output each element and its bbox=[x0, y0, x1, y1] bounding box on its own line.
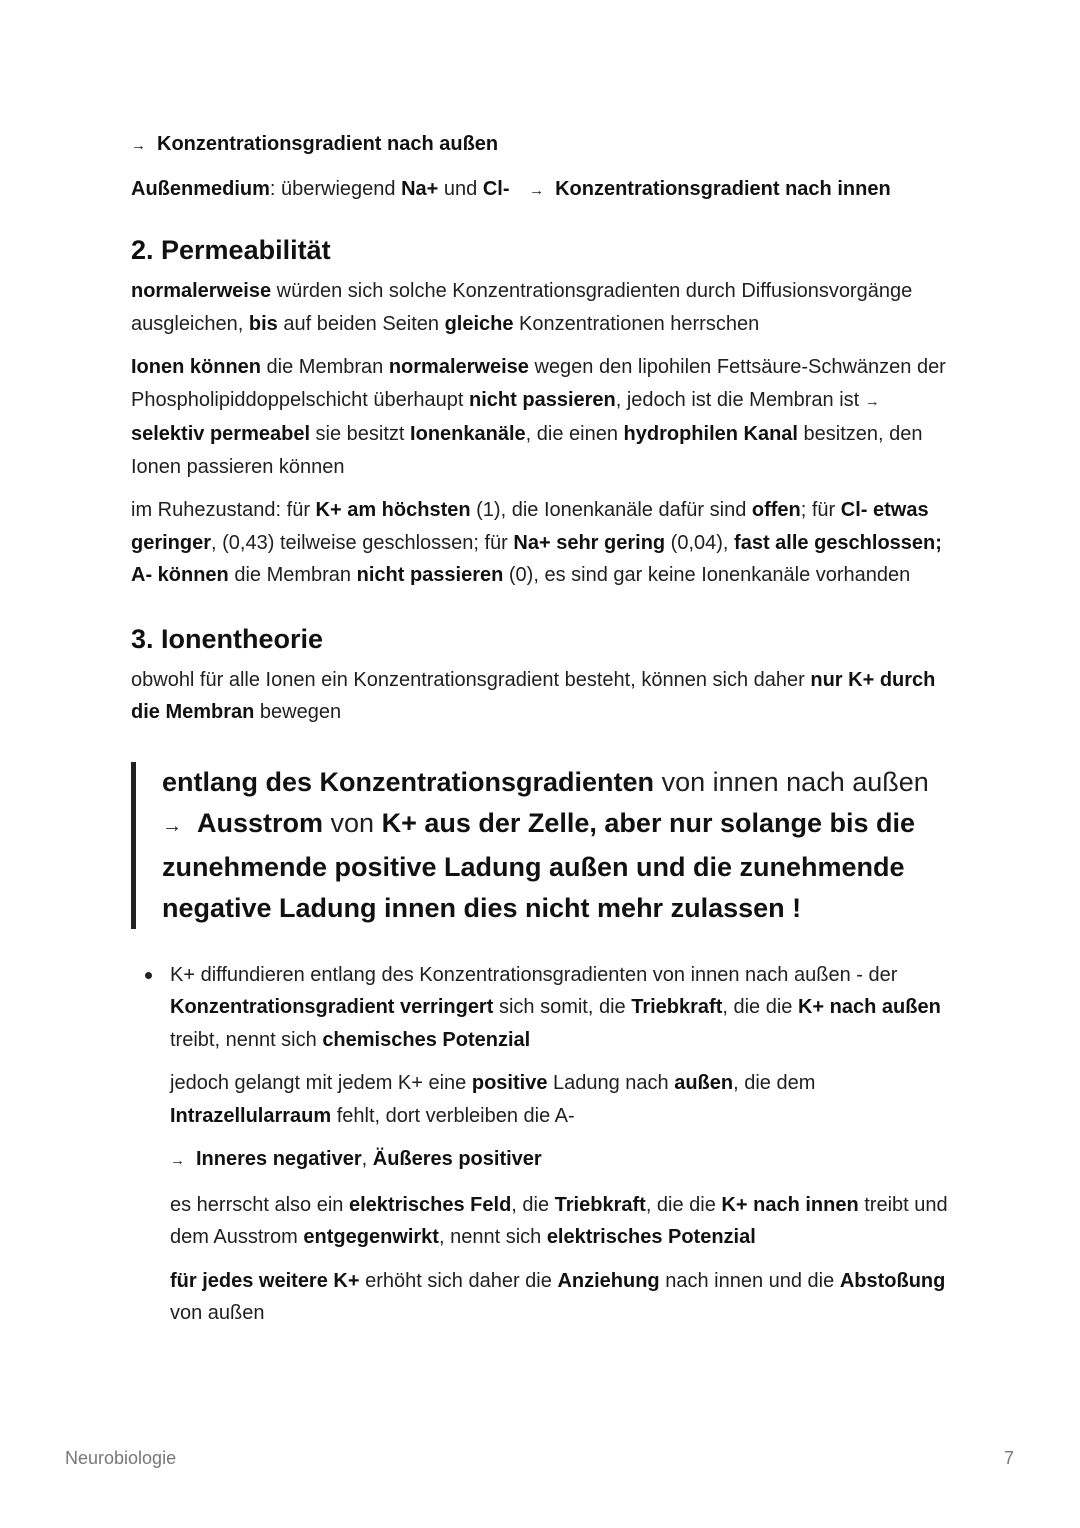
bullet-text-2 bbox=[170, 1067, 961, 1132]
heading-permeabilitaet: 2. Permeabilität bbox=[131, 235, 331, 265]
na-ion: Na+ bbox=[401, 178, 439, 200]
und-text: und bbox=[438, 178, 483, 200]
bold-text: Cl- etwas geringer bbox=[131, 499, 929, 554]
bold-text: entlang des Konzentrationsgradienten bbox=[162, 766, 655, 797]
callout-quote bbox=[131, 762, 961, 929]
body-text: Ladung nach bbox=[547, 1072, 675, 1094]
bold-text: nur K+ durch die Membran bbox=[131, 668, 936, 723]
body-text: von außen bbox=[170, 1302, 265, 1324]
bold-text: Ausstrom bbox=[197, 807, 324, 838]
bold-text: Konzentrationsgradient verringert bbox=[170, 996, 494, 1018]
bold-text: Inneres negativer bbox=[196, 1148, 362, 1170]
body-text: , bbox=[361, 1148, 373, 1170]
bold-text: Intrazellularraum bbox=[170, 1104, 332, 1127]
bold-text: Triebkraft bbox=[554, 1193, 646, 1216]
body-text: , nennt sich bbox=[438, 1226, 547, 1248]
body-text: Konzentrationen herrschen bbox=[513, 312, 760, 335]
body-text: (1), die Ionenkanäle dafür sind bbox=[470, 499, 752, 521]
bold-text: offen bbox=[751, 499, 801, 521]
arrow-icon: → bbox=[131, 137, 146, 154]
bold-text: fast alle geschlossen; A- können bbox=[131, 531, 942, 586]
body-text: besitzen, den Ionen passieren können bbox=[131, 423, 923, 478]
arrow-icon: → bbox=[170, 1152, 185, 1169]
aussenmedium-line bbox=[131, 173, 961, 207]
bold-text: nicht passieren bbox=[356, 564, 504, 586]
bold-text: hydrophilen Kanal bbox=[623, 423, 798, 445]
body-text: obwohl für alle Ionen ein Konzentrationsgradient besteht, können sich daher bbox=[131, 668, 811, 691]
bold-text: Na+ sehr gering bbox=[513, 531, 666, 554]
body-text: (0), es sind gar keine Ionenkanäle vorhanden bbox=[503, 564, 911, 586]
body-text: würden sich solche Konzentrationsgradienten durch Diffusionsvorgänge ausgleichen, bbox=[131, 280, 913, 335]
body-text: bewegen bbox=[254, 701, 342, 723]
body-text: , die die bbox=[722, 996, 798, 1018]
bold-text: bis bbox=[248, 312, 278, 335]
bold-text: Ionen können bbox=[131, 356, 261, 378]
bold-text: elektrisches Feld bbox=[348, 1193, 512, 1216]
footer-page-number: 7 bbox=[1003, 1448, 1014, 1468]
paragraph-permeability-2 bbox=[131, 351, 961, 483]
arrow-icon: → bbox=[529, 182, 545, 199]
bold-text: außen bbox=[674, 1072, 734, 1094]
bold-text: für jedes weitere K+ bbox=[170, 1269, 360, 1292]
body-text: auf beiden Seiten bbox=[277, 312, 445, 335]
gradient-out-line bbox=[131, 128, 961, 162]
bold-text: selektiv permeabel bbox=[131, 423, 310, 445]
bold-text: Anziehung bbox=[557, 1269, 660, 1292]
gradient-out-text: Konzentrationsgradient nach außen bbox=[157, 133, 499, 155]
body-text: , die bbox=[511, 1193, 555, 1216]
bold-text: nicht passieren bbox=[469, 388, 616, 411]
heading-ionentheorie: 3. Ionentheorie bbox=[131, 623, 324, 654]
body-text: von bbox=[323, 807, 382, 838]
bullet-list-item bbox=[131, 959, 961, 1330]
body-text: jedoch gelangt mit jedem K+ eine bbox=[170, 1072, 472, 1094]
bullet-text-5 bbox=[170, 1265, 961, 1330]
body-text: , die einen bbox=[525, 423, 624, 445]
bullet-text-3 bbox=[170, 1143, 961, 1178]
bold-text: gleiche bbox=[444, 312, 514, 335]
bold-text: normalerweise bbox=[388, 356, 529, 378]
bold-text: Abstoßung bbox=[839, 1269, 946, 1292]
arrow-icon: → bbox=[864, 392, 880, 410]
bold-text: normalerweise bbox=[131, 280, 272, 302]
bullet-text-1 bbox=[170, 959, 961, 1057]
bold-text: Triebkraft bbox=[631, 996, 723, 1018]
document-page bbox=[131, 128, 961, 1341]
aussenmedium-label: Außenmedium bbox=[131, 178, 270, 200]
body-text: fehlt, dort verbleiben die A- bbox=[331, 1104, 575, 1127]
body-text: die Membran bbox=[228, 564, 357, 586]
body-text: ; für bbox=[800, 499, 841, 521]
bullet-dot bbox=[145, 972, 152, 979]
arrow-icon: → bbox=[162, 814, 182, 837]
body-text: im Ruhezustand: für bbox=[131, 499, 316, 521]
paragraph-ionentheorie bbox=[131, 664, 961, 729]
bold-text: K+ nach innen bbox=[721, 1193, 859, 1216]
body-text: die Membran bbox=[261, 356, 389, 378]
bold-text: Äußeres positiver bbox=[372, 1148, 542, 1170]
bold-text: positive bbox=[471, 1072, 548, 1094]
gradient-in-text: Konzentrationsgradient nach innen bbox=[555, 178, 891, 200]
body-text: , jedoch ist die Membran ist bbox=[615, 388, 865, 411]
body-text: sich somit, die bbox=[493, 996, 632, 1018]
bold-text: K+ aus der Zelle, aber nur solange bis die zunehmende positive Ladung außen und die zunehmende negative Ladung innen dies nicht mehr zulassen ! bbox=[162, 807, 915, 923]
body-text: sie besitzt bbox=[310, 423, 411, 445]
paragraph-permeability-1 bbox=[131, 275, 961, 340]
footer-subject: Neurobiologie bbox=[65, 1448, 177, 1468]
aussenmedium-text: : überwiegend bbox=[269, 178, 402, 200]
body-text: K+ diffundieren entlang des Konzentrationsgradienten von innen nach außen - der bbox=[170, 963, 898, 986]
body-text: (0,04), bbox=[665, 531, 735, 554]
body-text: treibt und dem Ausstrom bbox=[170, 1193, 948, 1248]
bold-text: chemisches Potenzial bbox=[322, 1028, 531, 1051]
bold-text: elektrisches Potenzial bbox=[546, 1226, 756, 1248]
body-text: , die dem bbox=[733, 1072, 816, 1094]
bold-text: K+ am höchsten bbox=[315, 499, 471, 521]
bold-text: K+ nach außen bbox=[797, 996, 941, 1018]
body-text: erhöht sich daher die bbox=[359, 1269, 558, 1292]
bullet-text-4 bbox=[170, 1189, 961, 1254]
bold-text: Ionenkanäle bbox=[410, 423, 526, 445]
body-text: treibt, nennt sich bbox=[170, 1028, 323, 1051]
body-text: wegen den lipohilen Fettsäure-Schwänzen der Phospholipiddoppelschicht überhaupt bbox=[131, 356, 946, 411]
body-text: , die die bbox=[645, 1193, 722, 1216]
paragraph-permeability-3 bbox=[131, 494, 961, 592]
bold-text: entgegenwirkt bbox=[303, 1226, 439, 1248]
body-text: , (0,43) teilweise geschlossen; für bbox=[211, 531, 514, 554]
body-text: von innen nach außen bbox=[654, 766, 929, 797]
cl-ion: Cl- bbox=[482, 178, 510, 200]
body-text: es herrscht also ein bbox=[170, 1193, 349, 1216]
body-text: nach innen und die bbox=[659, 1269, 840, 1292]
